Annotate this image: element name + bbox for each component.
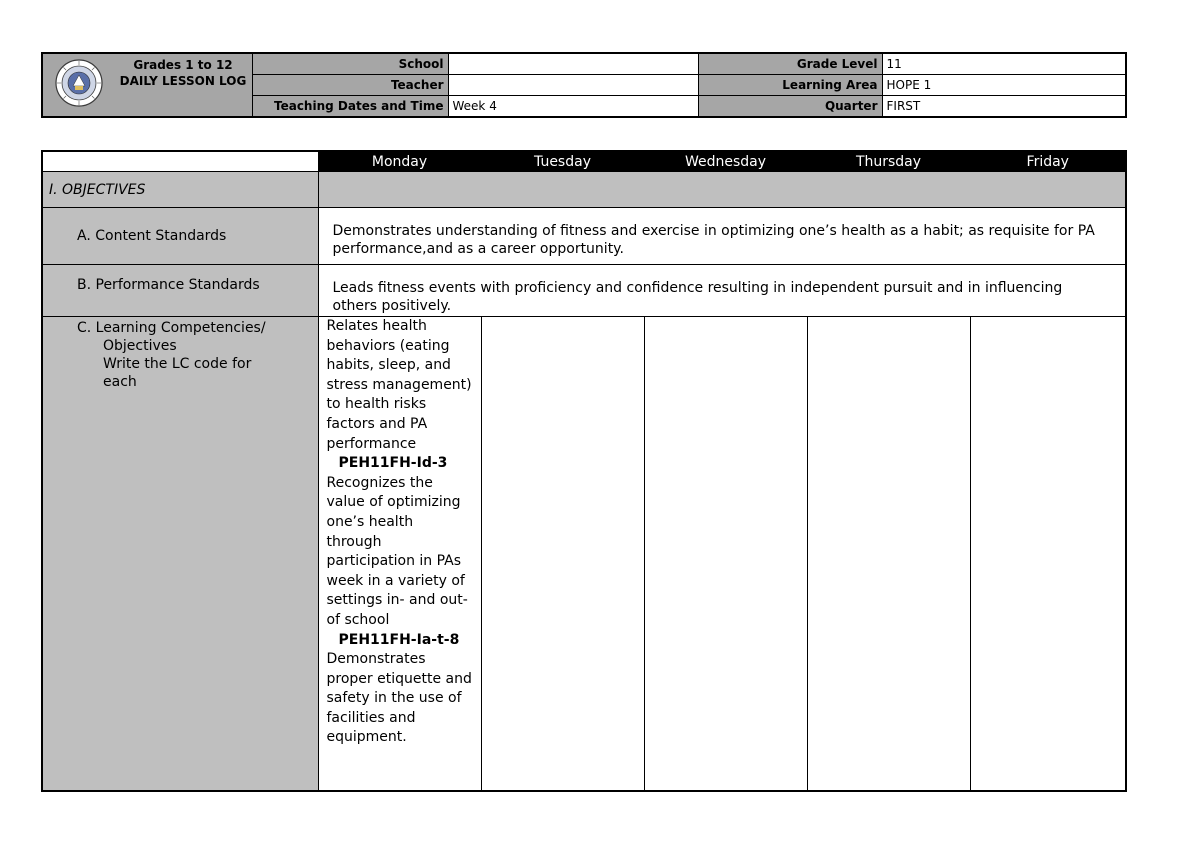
learning-area-label: Learning Area bbox=[698, 75, 882, 96]
title-daily-lesson-log: DAILY LESSON LOG bbox=[119, 74, 247, 88]
header-table bbox=[41, 52, 1127, 118]
competency-1-code: PEH11FH-Id-3 bbox=[338, 455, 448, 472]
header-logo-cell bbox=[42, 53, 252, 117]
teaching-dates-label: Teaching Dates and Time bbox=[252, 96, 448, 118]
quarter-value[interactable]: FIRST bbox=[882, 96, 1126, 118]
objectives-title: I. OBJECTIVES bbox=[42, 172, 318, 208]
thursday-competencies-cell[interactable] bbox=[807, 317, 970, 791]
objectives-row bbox=[42, 172, 1126, 208]
title-grades: Grades 1 to 12 bbox=[133, 58, 233, 72]
lesson-log-table bbox=[41, 150, 1127, 792]
day-thursday: Thursday bbox=[807, 151, 970, 172]
teacher-label: Teacher bbox=[252, 75, 448, 96]
competencies-label bbox=[42, 317, 318, 791]
content-standards-row bbox=[42, 208, 1126, 265]
content-standards-label: A. Content Standards bbox=[42, 208, 318, 265]
school-value[interactable] bbox=[448, 53, 698, 75]
competencies-label-line2: Objectives bbox=[103, 338, 177, 354]
performance-standards-text[interactable]: Leads fitness events with proficiency and confidence resulting in independent pursuit and in influencing others positively. bbox=[318, 265, 1126, 317]
quarter-label: Quarter bbox=[698, 96, 882, 118]
objectives-fill bbox=[318, 172, 1126, 208]
competencies-label-line1: C. Learning Competencies/ bbox=[77, 320, 266, 336]
performance-standards-label: B. Performance Standards bbox=[42, 265, 318, 317]
monday-competencies-cell[interactable] bbox=[318, 317, 481, 791]
competencies-row bbox=[42, 317, 1126, 791]
log-title bbox=[113, 57, 252, 89]
competency-1-text: Relates health behaviors (eating habits, sleep, and stress management) to health risks factors and PA performance bbox=[326, 318, 472, 452]
friday-competencies-cell[interactable] bbox=[970, 317, 1126, 791]
day-tuesday: Tuesday bbox=[481, 151, 644, 172]
content-standards-text[interactable]: Demonstrates understanding of fitness and exercise in optimizing one’s health as a habit; as requisite for PA performance,and as a career opportunity. bbox=[318, 208, 1126, 265]
day-wednesday: Wednesday bbox=[644, 151, 807, 172]
day-monday: Monday bbox=[318, 151, 481, 172]
grade-level-value[interactable]: 11 bbox=[882, 53, 1126, 75]
tuesday-competencies-cell[interactable] bbox=[481, 317, 644, 791]
day-friday: Friday bbox=[970, 151, 1126, 172]
wednesday-competencies-cell[interactable] bbox=[644, 317, 807, 791]
competencies-label-line3: Write the LC code for bbox=[103, 356, 252, 372]
day-header-row bbox=[42, 151, 1126, 172]
competency-2-text: Recognizes the value of optimizing one’s health through participation in PAs bbox=[326, 474, 462, 570]
competency-2-text-b: week in a variety of settings in- and out- of school bbox=[326, 572, 468, 628]
competency-2-code: PEH11FH-Ia-t-8 bbox=[338, 631, 460, 648]
teacher-value[interactable] bbox=[448, 75, 698, 96]
competency-3-text: Demonstrates proper etiquette and safety in the use of facilities and equipment. bbox=[326, 651, 472, 746]
day-header-blank bbox=[42, 151, 318, 172]
grade-level-label: Grade Level bbox=[698, 53, 882, 75]
teaching-dates-value[interactable]: Week 4 bbox=[448, 96, 698, 118]
school-label: School bbox=[252, 53, 448, 75]
competencies-label-line4: each bbox=[103, 374, 137, 390]
deped-seal-icon bbox=[55, 59, 103, 107]
performance-standards-row bbox=[42, 265, 1126, 317]
learning-area-value[interactable]: HOPE 1 bbox=[882, 75, 1126, 96]
